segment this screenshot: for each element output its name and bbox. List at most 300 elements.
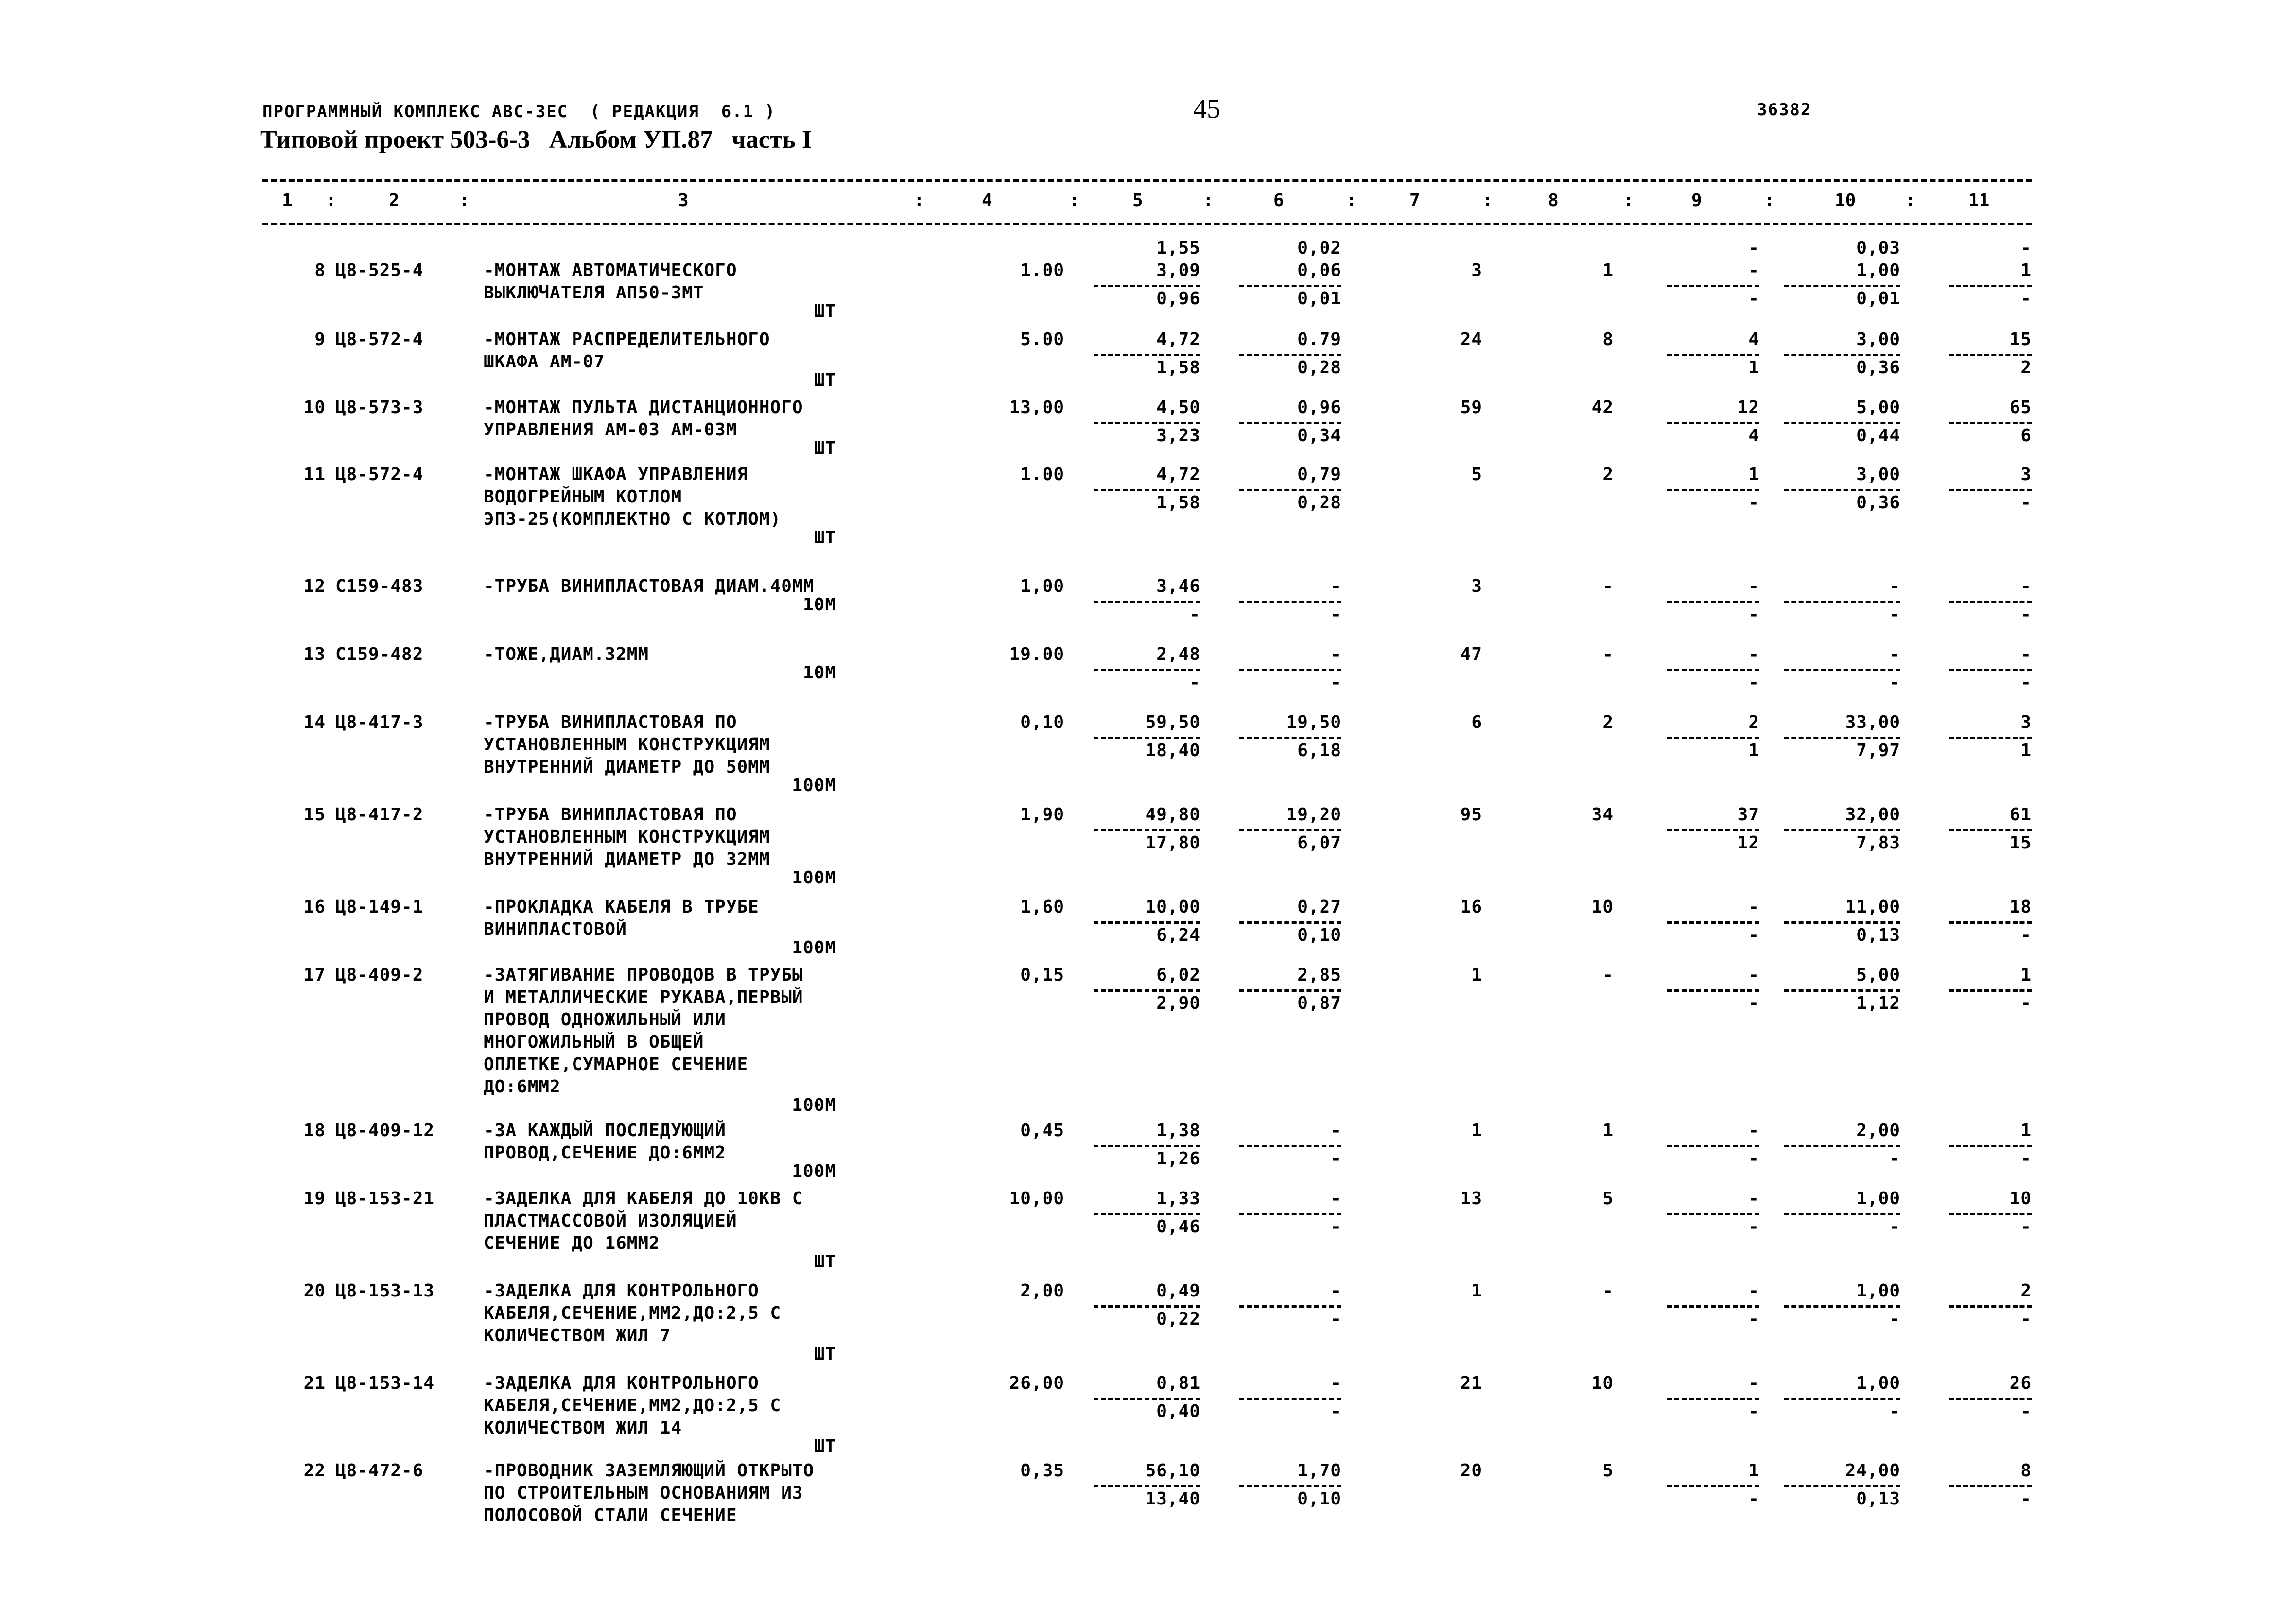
col9-value: 2	[1748, 712, 1759, 732]
col11-value: -	[2020, 289, 2032, 309]
col7-value: 13	[1460, 1189, 1482, 1209]
col10-value: 7,97	[1856, 741, 1900, 760]
work-description: -ТРУБА ВИНИПЛАСТОВАЯ ПО	[484, 712, 737, 732]
cell-divider	[1239, 829, 1341, 831]
column-separator: :	[1203, 190, 1214, 210]
col9-value: 12	[1737, 397, 1759, 417]
col9-value: -	[1748, 1149, 1759, 1169]
work-description: ВНУТРЕННИЙ ДИАМЕТР ДО 50ММ	[484, 757, 770, 777]
col5-value: 4,72	[1156, 465, 1200, 484]
cell-divider	[1239, 669, 1341, 671]
quantity: 0,35	[1020, 1461, 1064, 1481]
cell-divider	[1784, 422, 1900, 424]
unit-of-measure: ШТ	[814, 438, 836, 458]
column-separator: :	[1905, 190, 1916, 210]
col5-value: 13,40	[1145, 1489, 1200, 1509]
row-number: 12	[303, 576, 326, 596]
unit-of-measure: 10М	[802, 663, 836, 683]
col5-value: 18,40	[1145, 741, 1200, 760]
cell-divider	[1784, 489, 1900, 491]
col7-value: 5	[1471, 465, 1482, 484]
column-separator: :	[1623, 190, 1634, 210]
col5-value: 2,90	[1156, 993, 1200, 1013]
column-header-8: 8	[1548, 190, 1559, 210]
row-number: 15	[303, 805, 326, 825]
col11-value: -	[2020, 644, 2032, 664]
col9-value: 4	[1748, 426, 1759, 446]
col10-value: -	[1889, 576, 1900, 596]
rate-code: С159-482	[335, 644, 424, 664]
cell-divider	[1667, 285, 1759, 287]
cell-divider	[1667, 989, 1759, 992]
col5-value: 6,02	[1156, 965, 1200, 985]
cell-divider	[1667, 921, 1759, 924]
col9-value: -	[1748, 605, 1759, 624]
col7-value: 3	[1471, 260, 1482, 280]
col5-value: 3,46	[1156, 576, 1200, 596]
row-number: 20	[303, 1281, 326, 1301]
col11-value: 1	[2020, 260, 2032, 280]
work-description: -МОНТАЖ РАСПРЕДЕЛИТЕЛЬНОГО	[484, 329, 770, 349]
cell-divider	[1667, 1398, 1759, 1400]
col7-value: 6	[1471, 712, 1482, 732]
document-subtitle: Типовой проект 503-6-3 Альбом УП.87 часть I	[260, 126, 812, 154]
column-header-3: 3	[678, 190, 689, 210]
row-number: 21	[303, 1373, 326, 1393]
col10-value: -	[1889, 1401, 1900, 1421]
work-description: -ЗАДЕЛКА ДЛЯ КАБЕЛЯ ДО 10КВ С	[484, 1189, 803, 1209]
quantity: 2,00	[1020, 1281, 1064, 1301]
col11-value: 1	[2020, 965, 2032, 985]
rate-code: Ц8-153-13	[335, 1281, 435, 1301]
cell-divider	[1784, 601, 1900, 603]
work-description: УСТАНОВЛЕННЫМ КОНСТРУКЦИЯМ	[484, 735, 770, 755]
col8-value: 10	[1591, 897, 1614, 917]
column-header-5: 5	[1132, 190, 1143, 210]
table-top-rule	[262, 179, 2032, 182]
col6-value: -	[1330, 1281, 1341, 1301]
col11-value: -	[2020, 493, 2032, 513]
rate-code: Ц8-149-1	[335, 897, 424, 917]
col10-value: 3,00	[1856, 465, 1900, 484]
col9-value: 4	[1748, 329, 1759, 349]
col7-value: 1	[1471, 965, 1482, 985]
col9-value: -	[1748, 925, 1759, 945]
col10-value: -	[1889, 1149, 1900, 1169]
cell-divider	[1784, 1305, 1900, 1308]
cell-divider	[1094, 422, 1200, 424]
col5-value: 10,00	[1145, 897, 1200, 917]
column-separator: :	[914, 190, 924, 210]
cell-divider	[1784, 285, 1900, 287]
cell-divider	[1949, 737, 2032, 739]
work-description: ВЫКЛЮЧАТЕЛЯ АП50-3МТ	[484, 283, 704, 303]
cell-divider	[1667, 489, 1759, 491]
work-description: ПОЛОСОВОЙ СТАЛИ СЕЧЕНИЕ	[484, 1505, 737, 1525]
col6-value: 6,18	[1297, 741, 1341, 760]
quantity: 1,90	[1020, 805, 1064, 825]
work-description: ПРОВОД ОДНОЖИЛЬНЫЙ ИЛИ	[484, 1010, 726, 1030]
col11-value: 2	[2020, 1281, 2032, 1301]
cell-divider	[1949, 601, 2032, 603]
cell-divider	[1949, 422, 2032, 424]
col10-value: -	[1889, 1309, 1900, 1329]
quantity: 26,00	[1009, 1373, 1064, 1393]
cell-divider	[1784, 1485, 1900, 1487]
rate-code: Ц8-417-2	[335, 805, 424, 825]
col5-value: 0,40	[1156, 1401, 1200, 1421]
col9-value: -	[1748, 897, 1759, 917]
column-header-1: 1	[282, 190, 293, 210]
col10-value: 0,13	[1856, 925, 1900, 945]
col11-value: -	[2020, 1309, 2032, 1329]
col8-value: -	[1602, 1281, 1614, 1301]
cell-divider	[1094, 354, 1200, 356]
work-description: -МОНТАЖ ПУЛЬТА ДИСТАНЦИОННОГО	[484, 397, 803, 417]
col6-value: -	[1330, 1189, 1341, 1209]
col6-value: 19,50	[1286, 712, 1341, 732]
col7-value: 24	[1460, 329, 1482, 349]
col6-value: 0,79	[1297, 465, 1341, 484]
col5-value: 4,72	[1156, 329, 1200, 349]
col10-value: -	[1889, 605, 1900, 624]
cell-divider	[1667, 1145, 1759, 1147]
col9-value: -	[1748, 993, 1759, 1013]
col5-value: 1,58	[1156, 493, 1200, 513]
col5-value: 3,23	[1156, 426, 1200, 446]
col5-value: 17,80	[1145, 833, 1200, 853]
rate-code: Ц8-573-3	[335, 397, 424, 417]
col7-value: 16	[1460, 897, 1482, 917]
col10-value: 11,00	[1845, 897, 1900, 917]
cell-divider	[1094, 1145, 1200, 1147]
work-description: ВИНИПЛАСТОВОЙ	[484, 919, 627, 939]
col8-value: 10	[1591, 1373, 1614, 1393]
unit-of-measure: 10М	[802, 595, 836, 615]
col9-value: 1	[1748, 1461, 1759, 1481]
row-number: 22	[303, 1461, 326, 1481]
column-header-10: 10	[1835, 190, 1856, 210]
col11-value: -	[2020, 925, 2032, 945]
col10-value: 32,00	[1845, 805, 1900, 825]
col9-value: -	[1748, 673, 1759, 692]
col9-value: -	[1748, 260, 1759, 280]
cell-divider	[1784, 829, 1900, 831]
col9-value: -	[1748, 1281, 1759, 1301]
quantity: 1.00	[1020, 260, 1064, 280]
doc-code: 36382	[1757, 100, 1812, 120]
col9-value: -	[1748, 1309, 1759, 1329]
col11-value: -	[2020, 1217, 2032, 1237]
col10-value: 3,00	[1856, 329, 1900, 349]
col8-value: 5	[1602, 1461, 1614, 1481]
col6-value: 1,70	[1297, 1461, 1341, 1481]
quantity: 5.00	[1020, 329, 1064, 349]
col6-value: 0,28	[1297, 493, 1341, 513]
rate-code: Ц8-153-21	[335, 1189, 435, 1209]
col11-value: 10	[2009, 1189, 2032, 1209]
col11-value: -	[2020, 1489, 2032, 1509]
row-number: 11	[303, 465, 326, 484]
cell-divider	[1949, 354, 2032, 356]
cell-divider	[1239, 1213, 1341, 1215]
col7-value: 20	[1460, 1461, 1482, 1481]
col9-value: 1	[1748, 465, 1759, 484]
col11-value: -	[2020, 605, 2032, 624]
work-description: ПО СТРОИТЕЛЬНЫМ ОСНОВАНИЯМ ИЗ	[484, 1483, 803, 1503]
col5-value: 2,48	[1156, 644, 1200, 664]
col5-value: 6,24	[1156, 925, 1200, 945]
unit-of-measure: ШТ	[814, 528, 836, 548]
cell-divider	[1784, 989, 1900, 992]
col11-value: 18	[2009, 897, 2032, 917]
col6-value: 0.79	[1297, 329, 1341, 349]
quantity: 0,15	[1020, 965, 1064, 985]
col9-value: -	[1748, 965, 1759, 985]
col5-value: 49,80	[1145, 805, 1200, 825]
col9-value: 37	[1737, 805, 1759, 825]
unit-of-measure: ШТ	[814, 1344, 836, 1364]
col9-value: -	[1748, 493, 1759, 513]
rate-code: Ц8-472-6	[335, 1461, 424, 1481]
col8-value: 2	[1602, 465, 1614, 484]
cell-divider	[1667, 829, 1759, 831]
col6-value: 0,02	[1297, 238, 1341, 258]
unit-of-measure: ШТ	[814, 370, 836, 390]
cell-divider	[1949, 1213, 2032, 1215]
col5-value: 0,81	[1156, 1373, 1200, 1393]
cell-divider	[1094, 921, 1200, 924]
col10-value: 1,00	[1856, 1189, 1900, 1209]
col9-value: -	[1748, 289, 1759, 309]
column-header-2: 2	[389, 190, 400, 210]
cell-divider	[1239, 989, 1341, 992]
col6-value: 6,07	[1297, 833, 1341, 853]
unit-of-measure: 100М	[792, 868, 836, 888]
work-description: КОЛИЧЕСТВОМ ЖИЛ 14	[484, 1418, 682, 1438]
col8-value: 8	[1602, 329, 1614, 349]
work-description: ОПЛЕТКЕ,СУМАРНОЕ СЕЧЕНИЕ	[484, 1054, 748, 1074]
quantity: 19.00	[1009, 644, 1064, 664]
col9-value: -	[1748, 576, 1759, 596]
quantity: 1,60	[1020, 897, 1064, 917]
rate-code: Ц8-572-4	[335, 465, 424, 484]
work-description: ВОДОГРЕЙНЫМ КОТЛОМ	[484, 487, 682, 507]
cell-divider	[1239, 422, 1341, 424]
col11-value: 26	[2009, 1373, 2032, 1393]
col8-value: -	[1602, 576, 1614, 596]
col6-value: 0,28	[1297, 358, 1341, 378]
cell-divider	[1667, 1213, 1759, 1215]
col8-value: 2	[1602, 712, 1614, 732]
work-description: ПЛАСТМАССОВОЙ ИЗОЛЯЦИЕЙ	[484, 1211, 737, 1231]
col8-value: 34	[1591, 805, 1614, 825]
col11-value: -	[2020, 1149, 2032, 1169]
work-description: ВНУТРЕННИЙ ДИАМЕТР ДО 32ММ	[484, 849, 770, 869]
cell-divider	[1239, 1145, 1341, 1147]
cell-divider	[1949, 1485, 2032, 1487]
column-separator: :	[1069, 190, 1080, 210]
rate-code: Ц8-572-4	[335, 329, 424, 349]
cell-divider	[1239, 1398, 1341, 1400]
col11-value: 15	[2009, 329, 2032, 349]
col10-value: 5,00	[1856, 397, 1900, 417]
row-number: 10	[303, 397, 326, 417]
col9-value: -	[1748, 238, 1759, 258]
row-number: 9	[314, 329, 326, 349]
unit-of-measure: ШТ	[814, 301, 836, 321]
cell-divider	[1667, 737, 1759, 739]
col5-value: -	[1189, 605, 1200, 624]
cell-divider	[1949, 1305, 2032, 1308]
rate-code: Ц8-153-14	[335, 1373, 435, 1393]
col11-value: 1	[2020, 741, 2032, 760]
col6-value: -	[1330, 1309, 1341, 1329]
cell-divider	[1239, 737, 1341, 739]
cell-divider	[1094, 737, 1200, 739]
cell-divider	[1949, 921, 2032, 924]
quantity: 0,10	[1020, 712, 1064, 732]
quantity: 1,00	[1020, 576, 1064, 596]
column-header-7: 7	[1409, 190, 1420, 210]
col5-value: 56,10	[1145, 1461, 1200, 1481]
work-description: -ПРОВОДНИК ЗАЗЕМЛЯЮЩИЙ ОТКРЫТО	[484, 1461, 815, 1481]
col7-value: 1	[1471, 1121, 1482, 1140]
cell-divider	[1239, 354, 1341, 356]
col7-value: 95	[1460, 805, 1482, 825]
cell-divider	[1784, 1213, 1900, 1215]
unit-of-measure: 100М	[792, 1095, 836, 1115]
col6-value: 0,10	[1297, 925, 1341, 945]
col11-value: -	[2020, 238, 2032, 258]
row-number: 8	[314, 260, 326, 280]
col5-value: 0,49	[1156, 1281, 1200, 1301]
col6-value: 0,10	[1297, 1489, 1341, 1509]
col10-value: 2,00	[1856, 1121, 1900, 1140]
cell-divider	[1949, 1398, 2032, 1400]
unit-of-measure: ШТ	[814, 1436, 836, 1456]
col7-value: 47	[1460, 644, 1482, 664]
work-description: КАБЕЛЯ,СЕЧЕНИЕ,ММ2,ДО:2,5 С	[484, 1303, 782, 1323]
cell-divider	[1667, 601, 1759, 603]
col6-value: 0,96	[1297, 397, 1341, 417]
col9-value: -	[1748, 1373, 1759, 1393]
column-separator: :	[1482, 190, 1493, 210]
col9-value: -	[1748, 644, 1759, 664]
col9-value: -	[1748, 1217, 1759, 1237]
col6-value: 0,27	[1297, 897, 1341, 917]
column-separator: :	[1346, 190, 1357, 210]
work-description: -МОНТАЖ ШКАФА УПРАВЛЕНИЯ	[484, 465, 748, 484]
work-description: И МЕТАЛЛИЧЕСКИЕ РУКАВА,ПЕРВЫЙ	[484, 987, 803, 1007]
col7-value: 21	[1460, 1373, 1482, 1393]
work-description: -ЗАДЕЛКА ДЛЯ КОНТРОЛЬНОГО	[484, 1373, 759, 1393]
col11-value: 65	[2009, 397, 2032, 417]
cell-divider	[1239, 1305, 1341, 1308]
column-separator: :	[1764, 190, 1775, 210]
cell-divider	[1094, 1485, 1200, 1487]
col9-value: 12	[1737, 833, 1759, 853]
col6-value: 19,20	[1286, 805, 1341, 825]
cell-divider	[1239, 489, 1341, 491]
rate-code: Ц8-409-12	[335, 1121, 435, 1140]
cell-divider	[1094, 829, 1200, 831]
cell-divider	[1094, 989, 1200, 992]
col5-value: 1,33	[1156, 1189, 1200, 1209]
column-separator: :	[459, 190, 470, 210]
cell-divider	[1094, 1398, 1200, 1400]
col9-value: -	[1748, 1189, 1759, 1209]
cell-divider	[1784, 921, 1900, 924]
col5-value: 0,46	[1156, 1217, 1200, 1237]
col11-value: 3	[2020, 712, 2032, 732]
col5-value: 3,09	[1156, 260, 1200, 280]
col5-value: 0,96	[1156, 289, 1200, 309]
col10-value: 1,00	[1856, 1281, 1900, 1301]
rate-code: Ц8-525-4	[335, 260, 424, 280]
program-title: ПРОГРАММНЫЙ КОМПЛЕКС АВС-3ЕС ( РЕДАКЦИЯ 6.1 )	[262, 102, 776, 121]
work-description: -ЗАТЯГИВАНИЕ ПРОВОДОВ В ТРУБЫ	[484, 965, 803, 985]
cell-divider	[1094, 489, 1200, 491]
col6-value: -	[1330, 673, 1341, 692]
cell-divider	[1949, 669, 2032, 671]
work-description: МНОГОЖИЛЬНЫЙ В ОБЩЕЙ	[484, 1032, 704, 1052]
cell-divider	[1949, 285, 2032, 287]
col7-value: 1	[1471, 1281, 1482, 1301]
unit-of-measure: 100М	[792, 1161, 836, 1181]
col10-value: -	[1889, 644, 1900, 664]
col11-value: 61	[2009, 805, 2032, 825]
column-header-9: 9	[1691, 190, 1702, 210]
col6-value: -	[1330, 1217, 1341, 1237]
cell-divider	[1239, 1485, 1341, 1487]
col10-value: 1,00	[1856, 260, 1900, 280]
quantity: 0,45	[1020, 1121, 1064, 1140]
col11-value: 15	[2009, 833, 2032, 853]
unit-of-measure: 100М	[792, 776, 836, 795]
cell-divider	[1784, 1398, 1900, 1400]
work-description: ЭПЗ-25(КОМПЛЕКТНО С КОТЛОМ)	[484, 509, 782, 529]
row-number: 19	[303, 1189, 326, 1209]
cell-divider	[1239, 601, 1341, 603]
row-number: 13	[303, 644, 326, 664]
work-description: -ПРОКЛАДКА КАБЕЛЯ В ТРУБЕ	[484, 897, 759, 917]
col8-value: 1	[1602, 260, 1614, 280]
col6-value: 2,85	[1297, 965, 1341, 985]
rate-code: Ц8-417-3	[335, 712, 424, 732]
cell-divider	[1667, 669, 1759, 671]
col6-value: -	[1330, 1121, 1341, 1140]
column-header-11: 11	[1968, 190, 1990, 210]
col5-value: -	[1189, 673, 1200, 692]
col10-value: -	[1889, 673, 1900, 692]
unit-of-measure: ШТ	[814, 1252, 836, 1272]
col5-value: 59,50	[1145, 712, 1200, 732]
col5-value: 1,26	[1156, 1149, 1200, 1169]
col11-value: 8	[2020, 1461, 2032, 1481]
col5-value: 1,38	[1156, 1121, 1200, 1140]
col7-value: 3	[1471, 576, 1482, 596]
col10-value: 0,36	[1856, 493, 1900, 513]
col6-value: 0,06	[1297, 260, 1341, 280]
work-description: -ТРУБА ВИНИПЛАСТОВАЯ ПО	[484, 805, 737, 825]
col10-value: -	[1889, 1217, 1900, 1237]
col5-value: 4,50	[1156, 397, 1200, 417]
col8-value: 42	[1591, 397, 1614, 417]
col7-value: 59	[1460, 397, 1482, 417]
col10-value: 33,00	[1845, 712, 1900, 732]
work-description: УПРАВЛЕНИЯ АМ-03 АМ-03М	[484, 420, 737, 440]
